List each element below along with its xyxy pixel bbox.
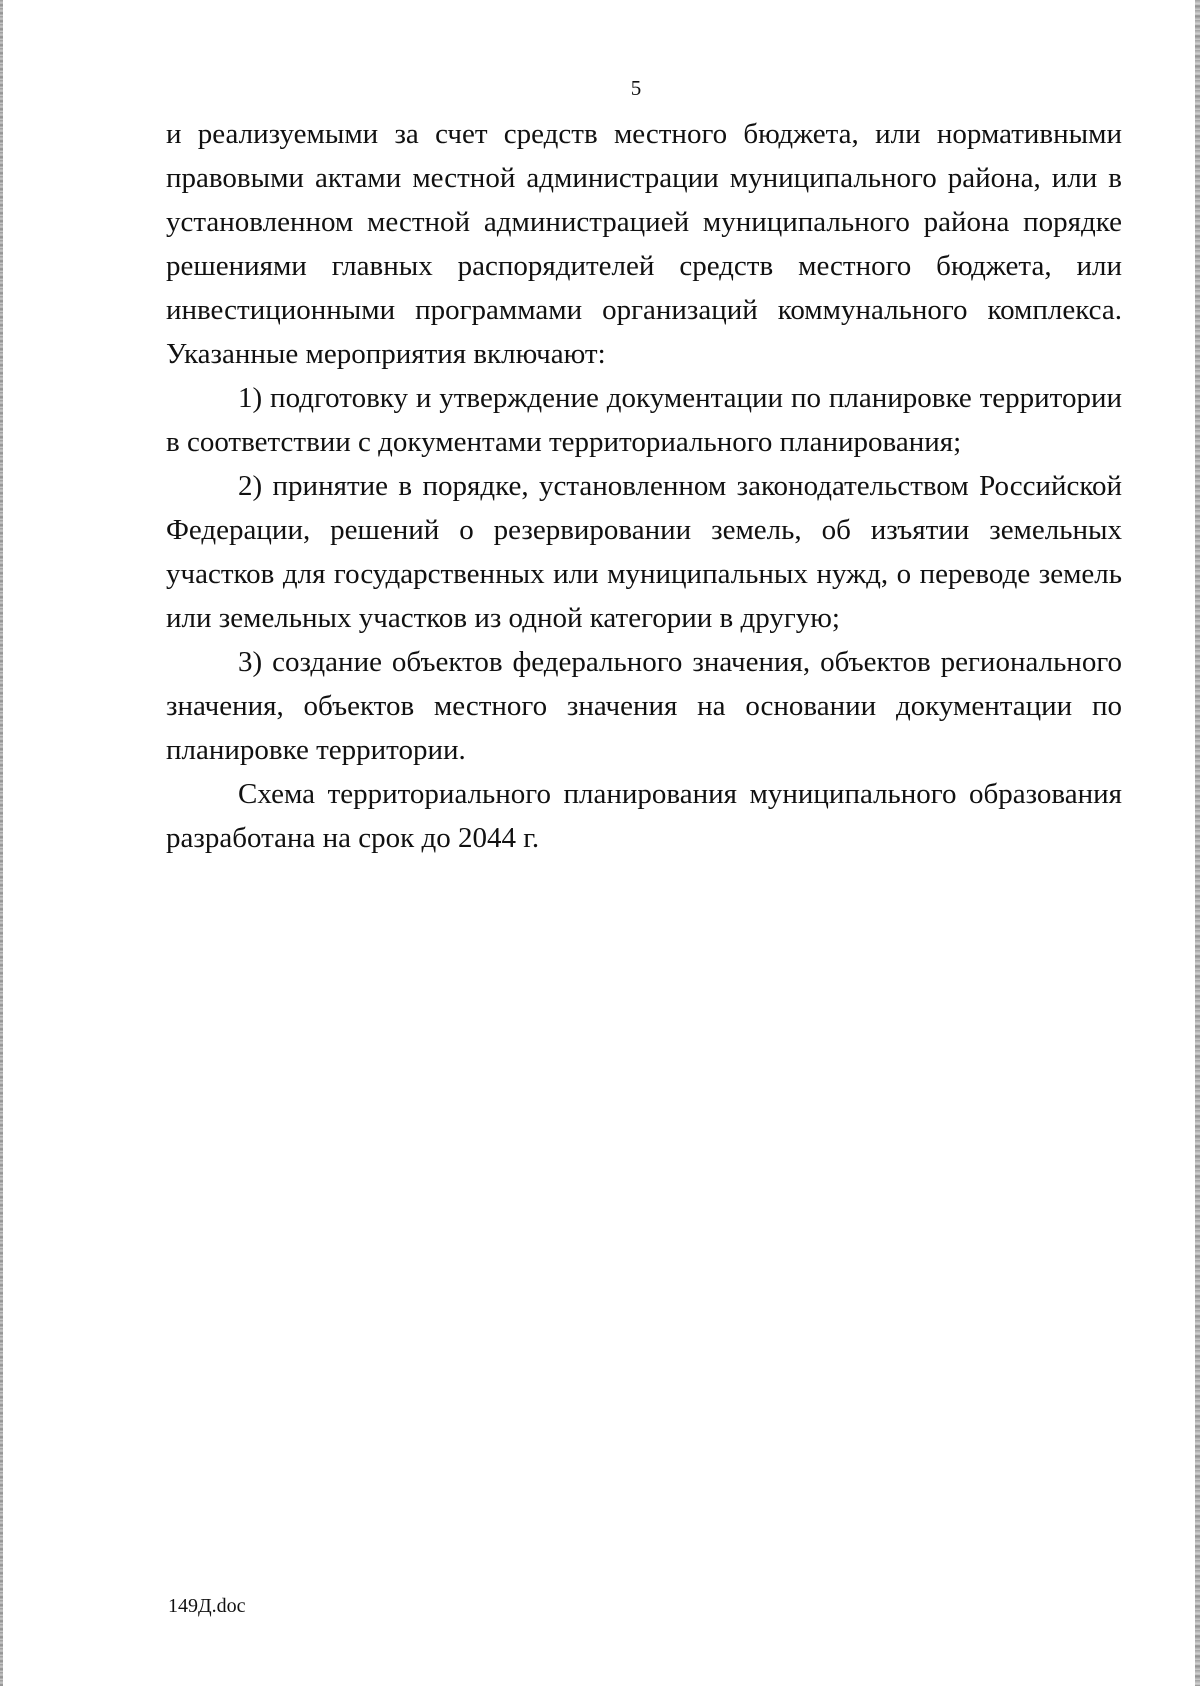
list-item-2: 2) принятие в порядке, установленном законодательством Российской Федерации, решений о резервировании земель, об изъятии земельных участков для государственных или муниципальных нужд, о переводе земель или земельных участков из одной категории в другую; (166, 470, 1122, 634)
scan-edge-right (1195, 0, 1200, 1686)
paragraph-term: Схема территориального планирования муниципального образования разработана на срок до 2044 г. (166, 778, 1122, 854)
paragraph-intro: и реализуемыми за счет средств местного бюджета, или нормативными правовыми актами местной администрации муниципального района, или в установленном местной администрацией муниципального района порядке решениями главных распорядителей средств местного бюджета, или инвестиционными программами организаций коммунального комплекса. Указанные мероприятия включают: (166, 118, 1122, 370)
footer-filename: 149Д.doc (168, 1595, 246, 1617)
list-item-3: 3) создание объектов федерального значения, объектов регионального значения, объектов местного значения на основании документации по планировке территории. (166, 646, 1122, 766)
scan-edge-left (0, 0, 3, 1686)
page-number: 5 (630, 76, 642, 100)
list-item-1: 1) подготовку и утверждение документации по планировке территории в соответствии с документами территориального планирования; (166, 382, 1122, 458)
document-body (166, 112, 1122, 860)
